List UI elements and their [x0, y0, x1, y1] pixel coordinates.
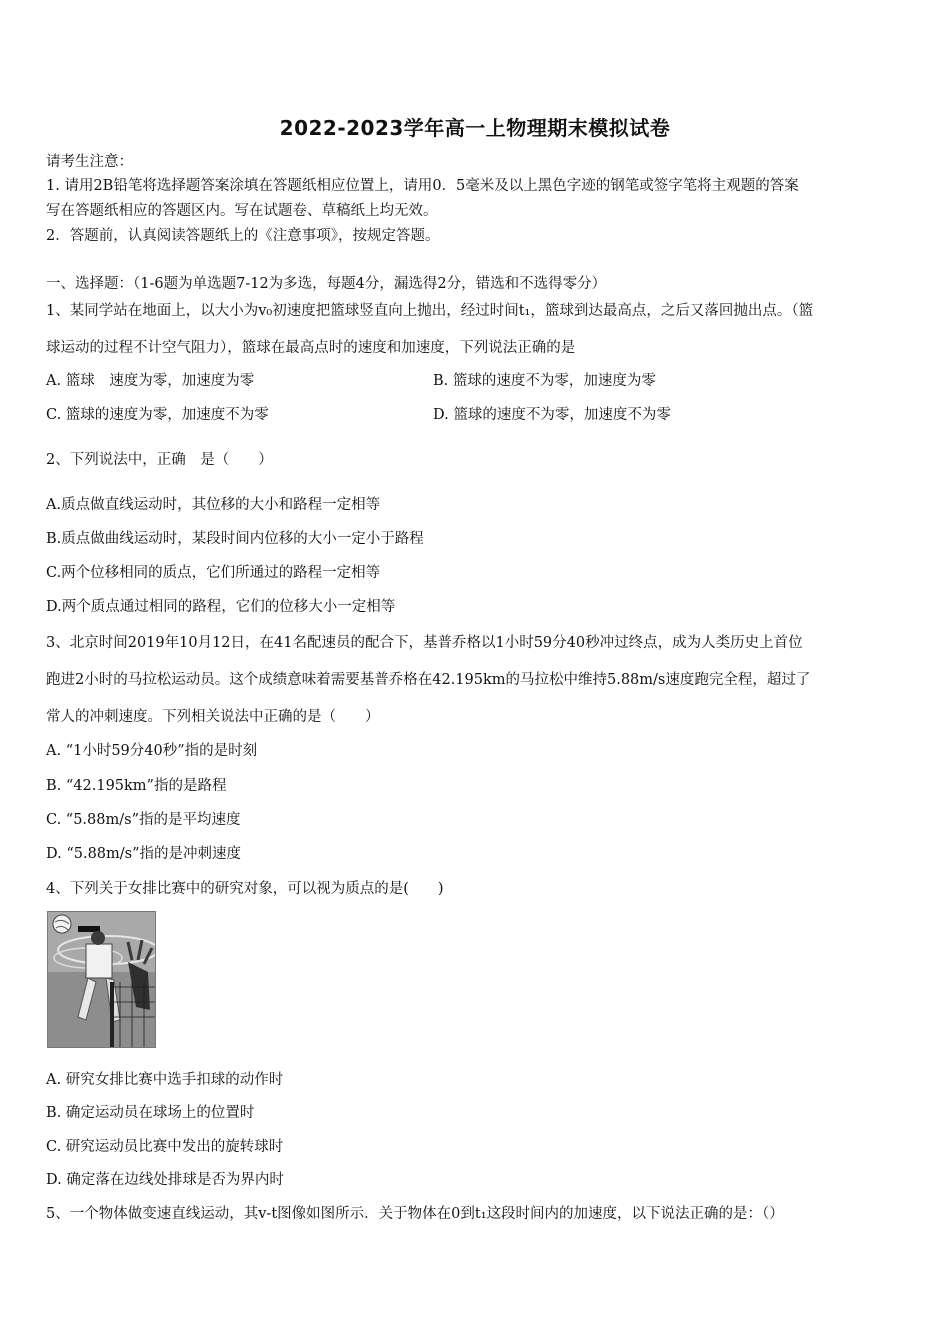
- question-4-option-a: A. 研究女排比赛中选手扣球的动作时: [46, 1072, 284, 1088]
- volleyball-player-illustration: [48, 912, 155, 1047]
- question-3-stem-line-2: 跑进2小时的马拉松运动员。这个成绩意味着需要基普乔格在42.195km的马拉松中维持5.88m/s速度跑完全程，超过了: [46, 672, 811, 688]
- question-2-stem: 2、下列说法中，正确 是（ ）: [46, 452, 273, 468]
- page-title: 2022-2023学年高一上物理期末模拟试卷: [279, 116, 671, 140]
- question-1-option-d: D. 篮球的速度不为零，加速度不为零: [433, 407, 671, 423]
- notice-item-2: 2．答题前，认真阅读答题纸上的《注意事项》，按规定答题。: [46, 228, 440, 244]
- question-1-option-a: A. 篮球 速度为零，加速度为零: [46, 373, 255, 389]
- section-heading: 一、选择题：（1-6题为单选题7-12为多选，每题4分，漏选得2分，错选和不选得零分）: [46, 276, 607, 292]
- question-4-stem: 4、下列关于女排比赛中的研究对象，可以视为质点的是( ): [46, 881, 444, 897]
- notice-item-1-line-2: 写在答题纸相应的答题区内。写在试题卷、草稿纸上均无效。: [46, 203, 438, 219]
- question-1-option-b: B. 篮球的速度不为零，加速度为零: [433, 373, 656, 389]
- question-2-option-d: D.两个质点通过相同的路程，它们的位移大小一定相等: [46, 599, 396, 615]
- question-3-option-a: A. “1小时59分40秒”指的是时刻: [46, 743, 258, 759]
- question-3-stem-line-1: 3、北京时间2019年10月12日，在41名配速员的配合下，基普乔格以1小时59分40秒冲过终点，成为人类历史上首位: [46, 635, 803, 651]
- question-5-stem: 5、一个物体做变速直线运动，其v-t图像如图所示．关于物体在0到t₁这段时间内的加速度，以下说法正确的是：（）: [46, 1206, 784, 1222]
- question-1-stem-line-1: 1、某同学站在地面上，以大小为v₀初速度把篮球竖直向上抛出，经过时间t₁，篮球到达最高点，之后又落回抛出点。（篮: [46, 303, 814, 319]
- question-2-option-a: A.质点做直线运动时，其位移的大小和路程一定相等: [46, 497, 381, 513]
- question-4-option-b: B. 确定运动员在球场上的位置时: [46, 1105, 255, 1121]
- question-2-option-c: C.两个位移相同的质点，它们所通过的路程一定相等: [46, 565, 381, 581]
- notice-item-1-line-1: 1. 请用2B铅笔将选择题答案涂填在答题纸相应位置上，请用0．5毫米及以上黑色字迹的钢笔或签字笔将主观题的答案: [46, 178, 799, 194]
- question-1-stem-line-2: 球运动的过程不计空气阻力），篮球在最高点时的速度和加速度，下列说法正确的是: [46, 340, 576, 356]
- question-3-option-b: B. “42.195km”指的是路程: [46, 778, 227, 794]
- question-2-option-b: B.质点做曲线运动时，某段时间内位移的大小一定小于路程: [46, 531, 424, 547]
- question-4-option-c: C. 研究运动员比赛中发出的旋转球时: [46, 1139, 284, 1155]
- volleyball-photo: [47, 911, 156, 1048]
- question-3-stem-line-3: 常人的冲刺速度。下列相关说法中正确的是（ ）: [46, 709, 380, 725]
- question-3-option-d: D. “5.88m/s”指的是冲刺速度: [46, 846, 242, 862]
- question-1-option-c: C. 篮球的速度为零，加速度不为零: [46, 407, 269, 423]
- question-3-option-c: C. “5.88m/s”指的是平均速度: [46, 812, 241, 828]
- notice-heading: 请考生注意：: [46, 154, 133, 170]
- question-4-option-d: D. 确定落在边线处排球是否为界内时: [46, 1172, 284, 1188]
